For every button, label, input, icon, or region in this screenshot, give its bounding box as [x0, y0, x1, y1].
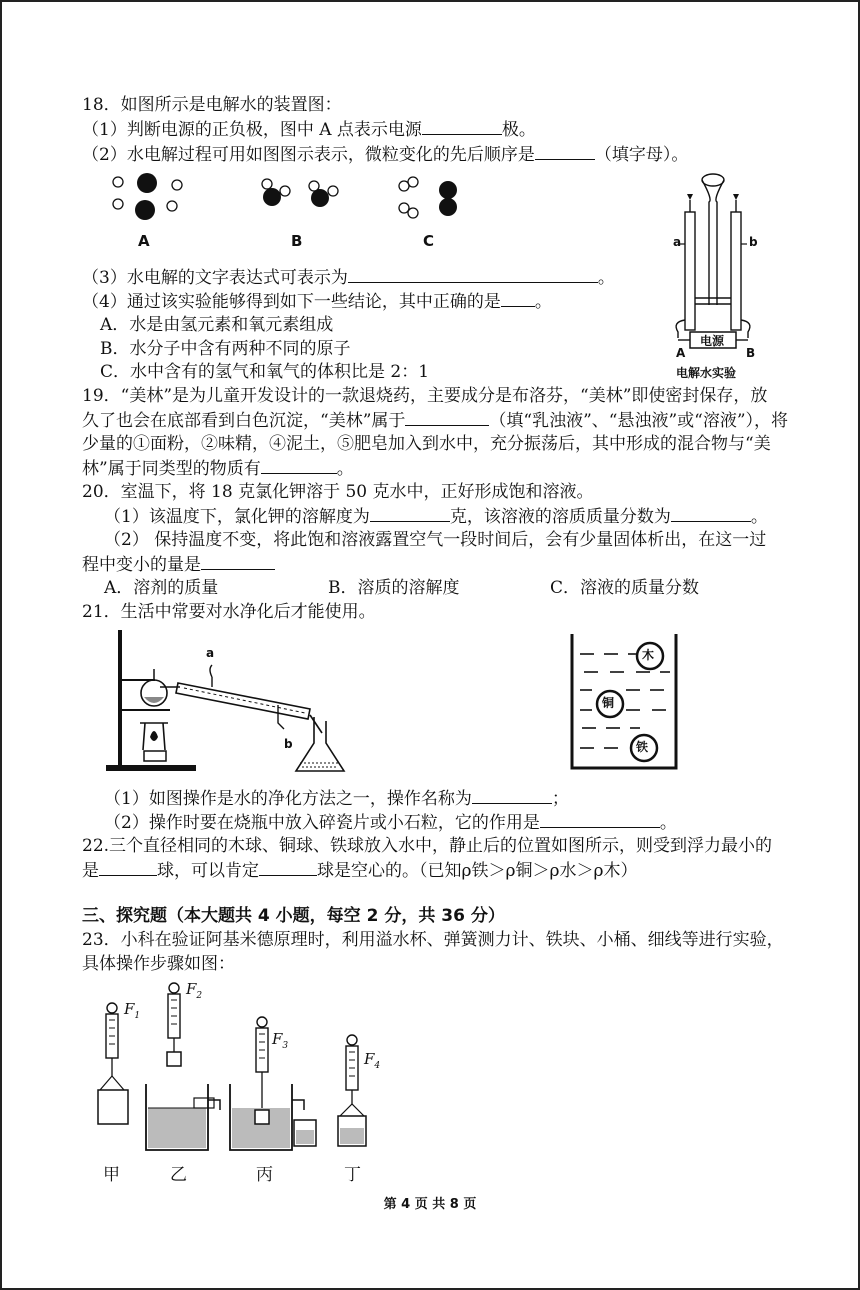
- q19-blank2[interactable]: [261, 457, 337, 474]
- particle-label-b: B: [291, 232, 303, 250]
- caption-bing: 丙: [256, 1165, 273, 1185]
- q18-blank4[interactable]: [501, 290, 535, 307]
- force-label-f4: $F_4$: [364, 1050, 381, 1071]
- figure-ding: [338, 1035, 366, 1146]
- particle-label-c: C: [423, 232, 435, 250]
- q20-blank1[interactable]: [370, 505, 450, 522]
- apparatus-label-a: a: [673, 235, 682, 249]
- q18-option-b: B．水分子中含有两种不同的原子: [100, 339, 351, 359]
- q18-blank2[interactable]: [535, 143, 595, 160]
- ball-wood-label: 木: [642, 648, 655, 662]
- distill-label-a: a: [206, 646, 215, 660]
- figure-yi: [146, 983, 220, 1150]
- q18-blank1[interactable]: [422, 118, 502, 135]
- q18-option-a: A．水是由氢元素和氧元素组成: [100, 315, 334, 335]
- q18-blank3[interactable]: [348, 266, 598, 283]
- q20-option-b: B．溶质的溶解度: [328, 578, 460, 598]
- particle-c: [399, 177, 457, 218]
- q21-part1: （1）如图操作是水的净化方法之一，操作名称为 ；: [104, 789, 569, 809]
- force-label-f2: $F_2$: [186, 980, 203, 1001]
- q22-blank2[interactable]: [259, 859, 317, 876]
- q23-line2: 具体操作步骤如图：: [82, 954, 235, 974]
- force-label-f1: $F_1$: [124, 1000, 141, 1021]
- q18-stem: 18．如图所示是电解水的装置图：: [82, 95, 342, 115]
- q19-line3: 少量的①面粉，②味精，④泥土，⑤肥皂加入到水中，充分振荡后，其中形成的混合物与“美: [82, 434, 771, 454]
- apparatus-B: B: [746, 346, 756, 360]
- q18-part4: （4）通过该实验能够得到如下一些结论，其中正确的是 。: [82, 292, 552, 312]
- apparatus-label-b: b: [749, 235, 758, 249]
- q20-option-c: C．溶液的质量分数: [550, 578, 700, 598]
- ball-iron-label: 铁: [636, 740, 649, 754]
- q22-line2: 是 球，可以肯定 球是空心的。（已知ρ铁＞ρ铜＞ρ水＞ρ木）: [82, 861, 638, 881]
- q20-part2: （2） 保持温度不变，将此饱和溶液露置空气一段时间后，会有少量固体析出，在这一过: [104, 530, 767, 550]
- q21-blank1[interactable]: [472, 787, 552, 804]
- q19-blank1[interactable]: [405, 409, 489, 426]
- q19-line2: 久了也会在底部看到白色沉淀，“美林”属于 （填“乳浊液”、“悬浊液”或“溶液”），将: [82, 411, 789, 431]
- force-label-f3: $F_3$: [272, 1030, 289, 1051]
- q21-stem: 21．生活中常要对水净化后才能使用。: [82, 602, 376, 622]
- section3-title: 三、探究题（本大题共 4 小题，每空 2 分，共 36 分）: [82, 906, 505, 926]
- q23-line1: 23．小科在验证阿基米德原理时，利用溢水杯、弹簧测力计、铁块、小桶、细线等进行实验，: [82, 930, 784, 950]
- particle-label-a: A: [138, 232, 150, 250]
- apparatus-caption: 电解水实验: [676, 366, 737, 380]
- particle-b: [262, 179, 338, 207]
- particle-a: [113, 173, 182, 220]
- distillation-apparatus: [100, 625, 360, 775]
- figure-jia: [98, 1003, 128, 1124]
- q20-part2b: 程中变小的量是: [82, 553, 275, 576]
- q20-blank2[interactable]: [671, 505, 751, 522]
- q22-line1: 22.三个直径相同的木球、铜球、铁球放入水中，静止后的位置如图所示，则受到浮力最小的: [82, 836, 773, 856]
- q21-part2: （2）操作时要在烧瓶中放入碎瓷片或小石粒，它的作用是 。: [104, 813, 677, 833]
- q19-line1: 19．“美林”是为儿童开发设计的一款退烧药，主要成分是布洛芬，“美林”即使密封保存，放: [82, 386, 768, 406]
- caption-yi: 乙: [170, 1165, 187, 1185]
- q18-part1: （1）判断电源的正负极，图中 A 点表示电源 极。: [82, 120, 536, 140]
- distill-label-b: b: [284, 737, 293, 751]
- q20-part1: （1）该温度下，氯化钾的溶解度为 克，该溶液的溶质质量分数为 。: [104, 507, 768, 527]
- page-footer: 第 4 页 共 8 页: [383, 1197, 477, 1212]
- power-label: 电源: [700, 334, 725, 348]
- electrolysis-apparatus: [668, 170, 778, 350]
- caption-ding: 丁: [344, 1165, 361, 1185]
- balls-in-water: [570, 632, 680, 772]
- q20-option-a: A．溶剂的质量: [104, 578, 219, 598]
- q22-blank1[interactable]: [99, 859, 157, 876]
- q19-line4: 林”属于同类型的物质有 。: [82, 459, 354, 479]
- q18-part2: （2）水电解过程可用如图图示表示，微粒变化的先后顺序是 （填字母）。: [82, 145, 689, 165]
- q21-blank2[interactable]: [540, 811, 660, 828]
- ball-copper-label: 铜: [602, 696, 615, 710]
- q18-option-c: C．水中含有的氢气和氧气的体积比是 2：1: [100, 362, 430, 382]
- caption-jia: 甲: [103, 1165, 120, 1185]
- apparatus-A: A: [676, 346, 686, 360]
- q20-stem: 20．室温下，将 18 克氯化钾溶于 50 克水中，正好形成饱和溶液。: [82, 482, 594, 502]
- q18-part3: （3）水电解的文字表达式可表示为 。: [82, 268, 615, 288]
- q20-blank3[interactable]: [201, 553, 275, 570]
- particle-diagrams: [100, 170, 480, 230]
